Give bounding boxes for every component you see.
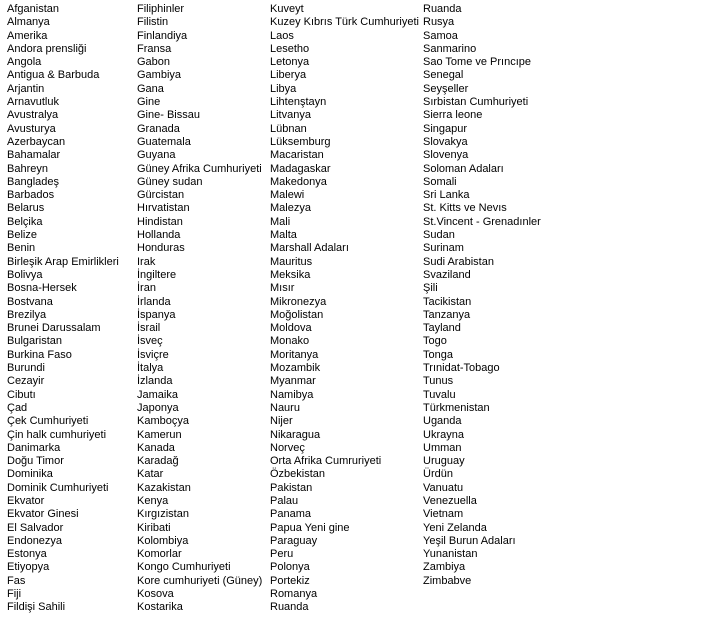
country-item: Vietnam bbox=[423, 508, 464, 521]
country-item: Myanmar bbox=[270, 375, 316, 388]
country-item: Tonga bbox=[423, 348, 453, 361]
country-item: Kuzey Kıbrıs Türk Cumhuriyeti bbox=[270, 16, 419, 29]
country-item: Tanzanya bbox=[423, 308, 471, 321]
country-item: Gine- Bissau bbox=[137, 109, 200, 122]
country-item: Mısır bbox=[270, 282, 295, 295]
country-item: Şili bbox=[423, 282, 438, 295]
country-item: İspanya bbox=[137, 308, 176, 321]
country-item: İzlanda bbox=[137, 375, 173, 388]
country-item: Fransa bbox=[137, 42, 172, 55]
country-item: Litvanya bbox=[270, 109, 311, 122]
country-item: Singapur bbox=[423, 122, 468, 135]
country-item: Tacikistan bbox=[423, 295, 472, 308]
country-item: Kolombiya bbox=[137, 534, 189, 547]
country-item: Norveç bbox=[270, 441, 305, 454]
country-item: Paraguay bbox=[270, 534, 318, 547]
country-item: Burundi bbox=[7, 362, 45, 375]
country-item: Çad bbox=[7, 401, 28, 414]
country-item: Samoa bbox=[423, 29, 458, 42]
country-item: İsveç bbox=[137, 335, 163, 348]
country-item: Yunanistan bbox=[423, 548, 478, 561]
country-column-3 bbox=[270, 3, 419, 615]
country-item: İran bbox=[137, 282, 156, 295]
country-item: Gürcistan bbox=[137, 189, 185, 202]
country-item: Kongo Cumhuriyeti bbox=[137, 561, 231, 574]
country-item: Madagaskar bbox=[270, 162, 331, 175]
country-item: İrlanda bbox=[137, 295, 171, 308]
country-item: Venezuella bbox=[423, 494, 477, 507]
country-item: Malta bbox=[270, 229, 297, 242]
country-item: Slovenya bbox=[423, 149, 469, 162]
country-item: Bulgaristan bbox=[7, 335, 63, 348]
country-item: Fas bbox=[7, 574, 26, 587]
country-item: Belarus bbox=[7, 202, 45, 215]
country-item: Hırvatistan bbox=[137, 202, 190, 215]
country-item: Liberya bbox=[270, 69, 307, 82]
country-item: İtalya bbox=[137, 362, 164, 375]
country-item: Guyana bbox=[137, 149, 176, 162]
country-item: Azerbaycan bbox=[7, 135, 66, 148]
country-item: Kazakistan bbox=[137, 481, 191, 494]
country-item: Honduras bbox=[137, 242, 185, 255]
country-item: Jamaika bbox=[137, 388, 178, 401]
country-item: Arnavutluk bbox=[7, 96, 59, 109]
country-item: Güney Afrika Cumhuriyeti bbox=[137, 162, 262, 175]
country-item: Tayland bbox=[423, 322, 461, 335]
country-item: Bolivya bbox=[7, 268, 43, 281]
country-item: Sanmarino bbox=[423, 42, 477, 55]
country-item: Gine bbox=[137, 96, 161, 109]
country-item: Sri Lanka bbox=[423, 189, 470, 202]
country-item: Rusya bbox=[423, 16, 455, 29]
country-item: Arjantin bbox=[7, 82, 45, 95]
country-item: Libya bbox=[270, 82, 297, 95]
country-item: St. Kitts ve Nevıs bbox=[423, 202, 507, 215]
country-item: Romanya bbox=[270, 588, 318, 601]
country-item: El Salvador bbox=[7, 521, 64, 534]
country-item: Lübnan bbox=[270, 122, 307, 135]
country-item: Mauritus bbox=[270, 255, 313, 268]
country-item: Ruanda bbox=[423, 3, 462, 15]
country-item: Etiyopya bbox=[7, 561, 50, 574]
country-item: Guatemala bbox=[137, 135, 191, 148]
country-item: Zimbabve bbox=[423, 574, 472, 587]
country-item: Yeni Zelanda bbox=[423, 521, 487, 534]
country-item: Malewi bbox=[270, 189, 305, 202]
country-item: Uganda bbox=[423, 415, 462, 428]
country-item: Palau bbox=[270, 494, 299, 507]
country-item: Soloman Adaları bbox=[423, 162, 504, 175]
country-item: Brezilya bbox=[7, 308, 47, 321]
country-item: Dominik Cumhuriyeti bbox=[7, 481, 109, 494]
country-item: Togo bbox=[423, 335, 447, 348]
country-item: Kuveyt bbox=[270, 3, 304, 15]
country-item: Malezya bbox=[270, 202, 311, 215]
country-item: Belize bbox=[7, 229, 37, 242]
country-item: Estonya bbox=[7, 548, 47, 561]
country-item: Vanuatu bbox=[423, 481, 464, 494]
country-item: Sierra leone bbox=[423, 109, 483, 122]
country-item: İsviçre bbox=[137, 348, 169, 361]
country-item: Panama bbox=[270, 508, 311, 521]
country-item: Bostvana bbox=[7, 295, 53, 308]
country-item: Avusturya bbox=[7, 122, 56, 135]
country-item: Benin bbox=[7, 242, 36, 255]
country-item: Moritanya bbox=[270, 348, 319, 361]
country-item: Brunei Darussalam bbox=[7, 322, 101, 335]
country-column-1 bbox=[7, 3, 119, 615]
country-item: Umman bbox=[423, 441, 462, 454]
country-item: Kenya bbox=[137, 494, 169, 507]
country-item: Irak bbox=[137, 255, 156, 268]
country-item: Amerika bbox=[7, 29, 48, 42]
country-item: Gana bbox=[137, 82, 164, 95]
country-item: Ekvator bbox=[7, 494, 45, 507]
country-item: Danimarka bbox=[7, 441, 61, 454]
country-item: Cezayir bbox=[7, 375, 45, 388]
country-item: Çin halk cumhuriyeti bbox=[7, 428, 107, 441]
country-item: Marshall Adaları bbox=[270, 242, 349, 255]
country-item: Bangladeş bbox=[7, 175, 59, 188]
country-item: Meksika bbox=[270, 268, 311, 281]
country-item: Ekvator Ginesi bbox=[7, 508, 79, 521]
country-item: Macaristan bbox=[270, 149, 324, 162]
country-item: İsrail bbox=[137, 322, 161, 335]
country-item: İngiltere bbox=[137, 268, 177, 281]
country-item: Makedonya bbox=[270, 175, 327, 188]
country-item: Kanada bbox=[137, 441, 175, 454]
country-column-4 bbox=[423, 3, 541, 588]
country-item: Komorlar bbox=[137, 548, 182, 561]
country-item: Moğolistan bbox=[270, 308, 324, 321]
country-item: Filistin bbox=[137, 16, 169, 29]
country-item: Uruguay bbox=[423, 455, 465, 468]
country-item: Kostarika bbox=[137, 601, 183, 614]
country-item: Hindistan bbox=[137, 215, 183, 228]
country-item: Güney sudan bbox=[137, 175, 203, 188]
country-item: Peru bbox=[270, 548, 294, 561]
country-item: Barbados bbox=[7, 189, 55, 202]
country-item: Kiribati bbox=[137, 521, 171, 534]
country-item: Senegal bbox=[423, 69, 464, 82]
country-item: Cibutı bbox=[7, 388, 36, 401]
country-item: Portekiz bbox=[270, 574, 310, 587]
country-item: Mali bbox=[270, 215, 291, 228]
country-item: Moldova bbox=[270, 322, 312, 335]
country-item: Lüksemburg bbox=[270, 135, 331, 148]
country-item: Ruanda bbox=[270, 601, 309, 614]
country-item: Andora prensliği bbox=[7, 42, 87, 55]
country-item: Fiji bbox=[7, 588, 22, 601]
country-item: Trınidat-Tobago bbox=[423, 362, 500, 375]
country-item: Gambiya bbox=[137, 69, 182, 82]
country-item: Karadağ bbox=[137, 455, 179, 468]
country-item: Doğu Timor bbox=[7, 455, 64, 468]
country-item: Orta Afrika Cumruriyeti bbox=[270, 455, 382, 468]
country-item: Bosna-Hersek bbox=[7, 282, 77, 295]
country-item: Almanya bbox=[7, 16, 50, 29]
country-item: Surinam bbox=[423, 242, 464, 255]
country-item: Kamerun bbox=[137, 428, 182, 441]
country-item: Pakistan bbox=[270, 481, 313, 494]
country-item: Tunus bbox=[423, 375, 454, 388]
country-item: Dominika bbox=[7, 468, 53, 481]
country-item: Kore cumhuriyeti (Güney) bbox=[137, 574, 263, 587]
country-item: Papua Yeni gine bbox=[270, 521, 350, 534]
country-item: Tuvalu bbox=[423, 388, 456, 401]
country-item: Burkina Faso bbox=[7, 348, 72, 361]
country-item: Mozambik bbox=[270, 362, 321, 375]
country-item: Kosova bbox=[137, 588, 174, 601]
country-item: Nauru bbox=[270, 401, 300, 414]
country-item: Ürdün bbox=[423, 468, 453, 481]
country-item: Sırbistan Cumhuriyeti bbox=[423, 96, 529, 109]
country-item: Türkmenistan bbox=[423, 401, 490, 414]
country-item: Afganistan bbox=[7, 3, 59, 15]
country-item: Monako bbox=[270, 335, 310, 348]
country-item: Sudan bbox=[423, 229, 455, 242]
country-item: Letonya bbox=[270, 56, 310, 69]
country-item: Filiphinler bbox=[137, 3, 185, 15]
country-item: Granada bbox=[137, 122, 180, 135]
country-item: Birleşik Arap Emirlikleri bbox=[7, 255, 119, 268]
country-item: Mikronezya bbox=[270, 295, 327, 308]
country-item: Avustralya bbox=[7, 109, 59, 122]
country-item: Namibya bbox=[270, 388, 314, 401]
country-item: Hollanda bbox=[137, 229, 181, 242]
country-item: Slovakya bbox=[423, 135, 468, 148]
country-item: St.Vincent - Grenadınler bbox=[423, 215, 541, 228]
country-item: Japonya bbox=[137, 401, 179, 414]
country-item: Çek Cumhuriyeti bbox=[7, 415, 89, 428]
country-item: Belçika bbox=[7, 215, 43, 228]
country-item: Angola bbox=[7, 56, 42, 69]
country-item: Lesetho bbox=[270, 42, 310, 55]
country-item: Endonezya bbox=[7, 534, 63, 547]
country-item: Finlandiya bbox=[137, 29, 188, 42]
country-item: Polonya bbox=[270, 561, 310, 574]
country-item: Svaziland bbox=[423, 268, 471, 281]
country-item: Nijer bbox=[270, 415, 293, 428]
country-item: Ukrayna bbox=[423, 428, 464, 441]
country-item: Lihtenştayn bbox=[270, 96, 327, 109]
country-item: Fildişi Sahili bbox=[7, 601, 66, 614]
country-item: Kamboçya bbox=[137, 415, 189, 428]
country-item: Somali bbox=[423, 175, 457, 188]
country-item: Gabon bbox=[137, 56, 171, 69]
country-item: Katar bbox=[137, 468, 164, 481]
country-item: Bahreyn bbox=[7, 162, 48, 175]
country-item: Zambiya bbox=[423, 561, 466, 574]
country-item: Antigua & Barbuda bbox=[7, 69, 100, 82]
country-item: Kırgızistan bbox=[137, 508, 189, 521]
country-item: Nikaragua bbox=[270, 428, 321, 441]
country-item: Seyşeller bbox=[423, 82, 469, 95]
country-item: Sao Tome ve Prıncıpe bbox=[423, 56, 532, 69]
country-item: Özbekistan bbox=[270, 468, 326, 481]
country-item: Bahamalar bbox=[7, 149, 61, 162]
country-item: Yeşil Burun Adaları bbox=[423, 534, 516, 547]
country-item: Sudi Arabistan bbox=[423, 255, 494, 268]
country-column-2 bbox=[137, 3, 262, 615]
country-item: Laos bbox=[270, 29, 294, 42]
